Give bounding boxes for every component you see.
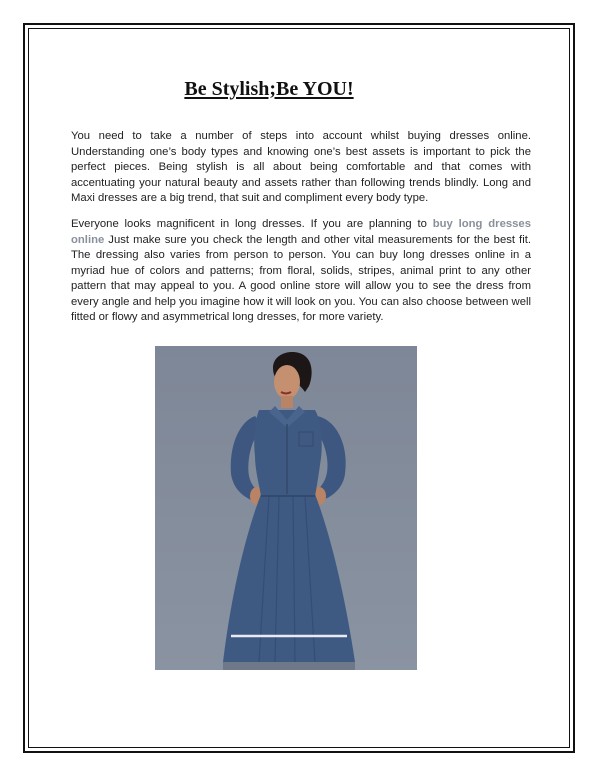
paragraph-intro: You need to take a number of steps into account whilst buying dresses online. Understanding one’s body types and knowing one’s best assets is important to pick the perfect pieces. Being stylish is all about being comfortable and that comes with accentuating your natural beauty and assets rather than following trends blindly. Long and Maxi dresses are a big trend, that suit and compliment every body type. — [71, 130, 531, 204]
paragraph-long-dresses — [71, 217, 531, 326]
buy-long-dresses-link[interactable]: buy long dresses online — [71, 218, 531, 246]
page-title: Be Stylish;Be YOU! — [184, 78, 354, 100]
dress-photo — [155, 346, 417, 670]
paragraph-long-dresses-intro: Everyone looks magnificent in long dresses. If you are planning to — [71, 218, 433, 230]
paragraph-long-dresses-rest: Just make sure you check the length and other vital measurements for the best fit. The dressing also varies from person to person. You can buy long dresses online in a myriad hue of colors and patterns; from floral, solids, stripes, animal print to any other pattern that may appeal to you. A good online store will allow you to see the dress from every angle and help you imagine how it will look on you. You can also choose between well fitted or flowy and asymmetrical long dresses, for more variety. — [71, 233, 531, 323]
dress-illustration — [155, 346, 417, 670]
